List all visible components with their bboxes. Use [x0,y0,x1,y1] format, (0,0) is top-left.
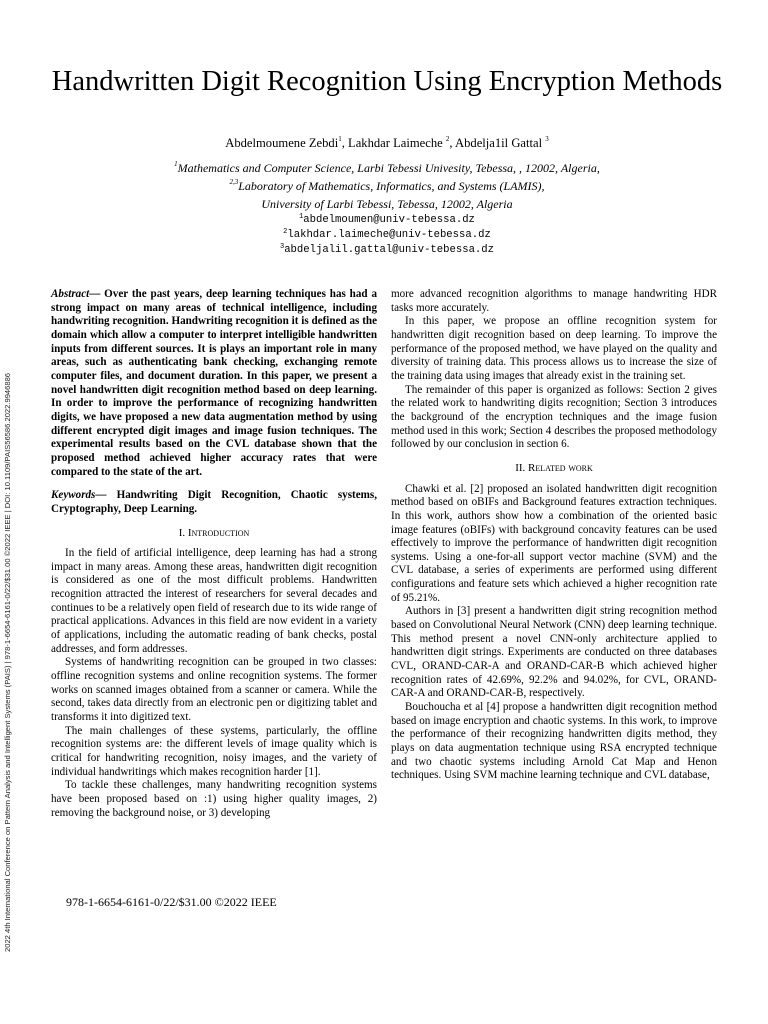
keywords [51,489,377,516]
email-sup: 1 [299,213,304,221]
copyright-footer: 978-1-6654-6161-0/22/$31.00 ©2022 IEEE [66,895,277,909]
side-note-text: 2022 4th International Conference on Pattern Analysis and Intelligent Systems (PAIS) | 978-1-6654-6161-0/22/$31.00 ©2022 IEEE | DOI: 10.1109/PAIS56586.2022.9946886 [3,372,12,952]
author-name: Abdelmoumene Zebdi [225,136,339,150]
abstract-text: — Over the past years, deep learning techniques has had a strong impact on many areas of technical intelligence, including handwriting recognition. Handwriting recognition it is defined as the domain which allow a computer to interpret intelligible handwritten inputs from different sources. It is plays an important role in many areas, such as authenticating bank checking, exchanging remote computer files, and document duration. In this paper, we present a novel handwritten digit recognition method based on deep learning. In order to improve the performance of recognizing handwritten digits, we have proposed a new data augmentation method by using different encrypted digit images and image fusion techniques. The experimental results based on the CVL database shown that the proposed method achieved higher accuracy rates that were compared to the state of the art. [51,288,377,478]
paper-title: Handwritten Digit Recognition Using Encryption Methods [51,66,723,97]
section-heading-introduction: I. Introduction [178,526,250,539]
paragraph: Bouchoucha et al [4] propose a handwritten digit recognition method based on image encryption and chaotic systems. In this work, to improve the performance of their recognizing handwritten digits method, they plays on data augmentation technique using RSA encrypted technique and two chaotic systems including Arnold Cat Map and Henon techniques. Using SVM machine learning technique and CVL database, [391,701,717,782]
conference-side-note [3,272,13,952]
paragraph: In this paper, we propose an offline recognition system for handwritten digit recognition based on deep learning. To improve the performance of the proposed method, we have played on the quality and diversity of training data. This process allows us to increase the size of the training data using images that already exist in the training set. [391,315,717,382]
email-address: lakhdar.laimeche@univ-tebessa.dz [287,229,491,241]
author-list: Abdelmoumene Zebdi$^1$, Lakhdar Laimeche $^2$, Abdelja1il Gattal $^3$ [225,135,549,150]
email-line [30,244,744,256]
abstract-label: Abstract [51,288,90,300]
keywords-text: — Handwriting Digit Recognition, Chaotic systems, Cryptography, Deep Learning. [51,489,377,515]
author-name: Abdelja1il Gattal [455,136,546,150]
email-line [30,229,744,241]
affiliation-text: Laboratory of Mathematics, Informatics, and Systems (LAMIS), [238,179,545,193]
paragraph: The main challenges of these systems, particularly, the offline recognition systems are: the different levels of image quality which is critical for handwriting recognition, noisy images, and the variety of individual handwritings which makes recognition harder [1]. [51,724,377,778]
author-sup: 1 [338,135,342,143]
email-address: abdelmoumen@univ-tebessa.dz [303,214,475,226]
affiliation-text: University of Larbi Tebessi, Tebessa, 12002, Algeria [261,197,513,211]
author-name: Lakhdar Laimeche [348,136,446,150]
paragraph: In the field of artificial intelligence, deep learning has had a strong impact in many areas. Among these areas, handwritten digit recognition is considered as one of the most difficult problems. Handwritten recognition attracted the interest of researchers for several decades and continues to be a relatively open field of research due to its wide range of practical applications. Advances in this field are now evident in a variety of applications, including the automatic reading of bank checks, postal addresses, and form addresses. [51,547,377,655]
email-address: abdeljalil.gattal@univ-tebessa.dz [284,244,494,256]
abstract [51,288,377,479]
author-sup: 3 [545,135,549,143]
paragraph: Systems of handwriting recognition can be grouped in two classes: offline recognition systems and online recognition systems. The former works on scanned images obtained from a scanner or camera. While the second, takes data directly from an electronic pen or digitizing tablet and transforms it into digitized text. [51,656,377,724]
paragraph: Chawki et al. [2] proposed an isolated handwritten digit recognition method based on oBIFs and Background features extraction techniques. In this work, authors show how a combination of the oriented basic image features (oBIFs) with background concavity features can be used effectively to improve the performance of handwritten digit recognition systems. Using a one-for-all support vector machine (SVM) and the CVL database, a series of experiments are performed using different configurations and feature sets which achieved a higher recognition rate of 95.21%. [391,482,717,604]
email-sup: 2 [283,228,288,236]
email-sup: 3 [280,243,285,251]
affiliation-text: Mathematics and Computer Science, Larbi Tebessi Univesity, Tebessa, , 12002, Algeria, [177,161,600,175]
keywords-label: Keywords [51,489,96,502]
author-sup: 2 [445,135,450,143]
paragraph: more advanced recognition algorithms to manage handwriting HDR tasks more accurately. [391,288,717,314]
email-line [30,214,744,226]
right-column [391,288,717,783]
section-heading-related-work: II. Related work [515,461,593,474]
paragraph: To tackle these challenges, many handwriting recognition systems have been proposed based on :1) using higher quality images, 2) removing the background noise, or 3) developing [51,779,377,819]
affiliation-sup: 1 [174,160,178,168]
left-column [51,288,377,820]
affiliation-line [30,197,744,212]
affiliation-sup: 2,3 [229,178,239,186]
paragraph: Authors in [3] present a handwritten digit string recognition method based on Convolutional Neural Network (CNN) deep learning technique. This method present a novel CNN-only architecture applied to handwritten digit strings. Experiments are conducted on three databases CVL, ORAND-CAR-A and ORAND-CAR-B which achieved higher recognition rates of 42.69%, 92.2% and 94.02%, for CVL, ORAND-CAR-A and ORAND-CAR-B, respectively. [391,605,717,700]
paragraph: The remainder of this paper is organized as follows: Section 2 gives the related work to handwriting digits recognition; Section 3 introduces the background of the encryption techniques and the image fusion method used in this work; Section 4 describes the proposed methodology followed by our conclusion in section 6. [391,383,717,451]
affiliation-line [30,179,744,194]
affiliation-line [30,161,744,176]
